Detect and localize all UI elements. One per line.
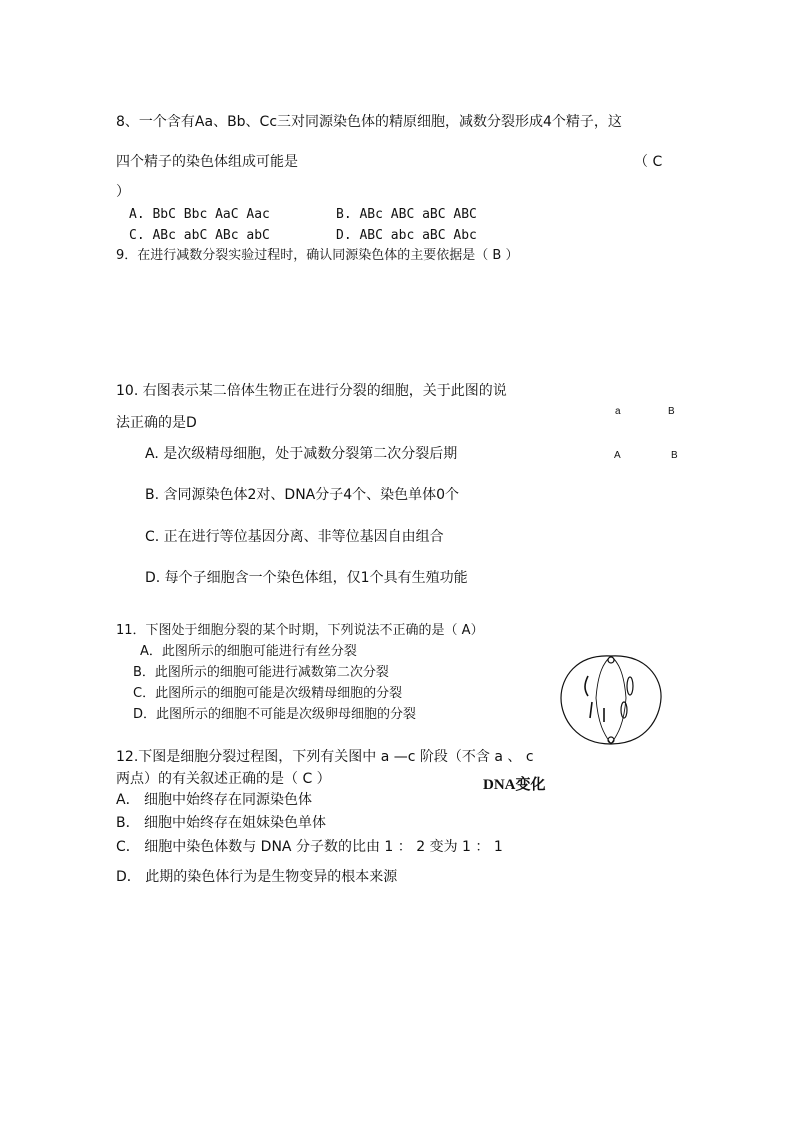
q8-stem-line2: 四个精子的染色体组成可能是 (116, 154, 298, 170)
q10-gene-label-bottom-left: A (614, 450, 621, 461)
q9-stem: 9．在进行减数分裂实验过程时，确认同源染色体的主要依据是（ B ） (116, 248, 519, 263)
q8-option-a: A. BbC Bbc AaC Aac (129, 207, 270, 222)
q10-stem-line2: 法正确的是D (116, 415, 197, 431)
q8-answer-open: （ C (634, 154, 663, 170)
q12-option-b: B． 细胞中始终存在姐妹染色单体 (116, 815, 327, 831)
q12-option-c: C． 细胞中染色体数与 DNA 分子数的比由 1 ： 2 变为 1 ： 1 (116, 839, 503, 855)
q12-stem-line1: 12.下图是细胞分裂过程图，下列有关图中 a —c 阶段（不含 a 、 c (116, 749, 534, 765)
q8-option-b: B. ABc ABC aBC ABC (336, 207, 477, 222)
q8-option-c: C. ABc abC ABc abC (129, 228, 270, 243)
q10-option-d: D. 每个子细胞含一个染色体组，仅1个具有生殖功能 (145, 570, 468, 586)
q11-option-a: A．此图所示的细胞可能进行有丝分裂 (140, 644, 357, 659)
q10-stem-line1: 10. 右图表示某二倍体生物正在进行分裂的细胞，关于此图的说 (116, 383, 507, 399)
q11-cell-figure (558, 652, 664, 748)
q10-option-a: A. 是次级精母细胞，处于减数分裂第二次分裂后期 (145, 446, 458, 462)
q12-chart-label: DNA变化 (483, 777, 546, 793)
q8-option-d: D. ABC abc aBC Abc (336, 228, 477, 243)
q11-option-c: C．此图所示的细胞可能是次级精母细胞的分裂 (133, 686, 403, 701)
q10-option-b: B. 含同源染色体2对、DNA分子4个、染色单体0个 (145, 487, 460, 503)
q11-stem: 11．下图处于细胞分裂的某个时期，下列说法不正确的是（ A） (116, 623, 484, 638)
q10-gene-label-bottom-right: B (671, 450, 678, 461)
q11-option-d: D．此图所示的细胞不可能是次级卵母细胞的分裂 (133, 707, 417, 722)
q12-option-a: A． 细胞中始终存在同源染色体 (116, 792, 313, 808)
q10-gene-label-top-left: a (615, 406, 621, 417)
q12-stem-line2: 两点）的有关叙述正确的是（ C ） (116, 771, 331, 787)
q10-gene-label-top-right: B (668, 406, 675, 417)
q10-option-c: C. 正在进行等位基因分离、非等位基因自由组合 (145, 529, 444, 545)
q11-option-b: B．此图所示的细胞可能进行减数第二次分裂 (133, 665, 389, 680)
q12-option-d: D． 此期的染色体行为是生物变异的根本来源 (116, 869, 398, 885)
q8-answer-close: ） (116, 184, 130, 200)
q8-stem-line1: 8、一个含有Aa、Bb、Cc三对同源染色体的精原细胞，减数分裂形成4个精子，这 (116, 114, 622, 130)
